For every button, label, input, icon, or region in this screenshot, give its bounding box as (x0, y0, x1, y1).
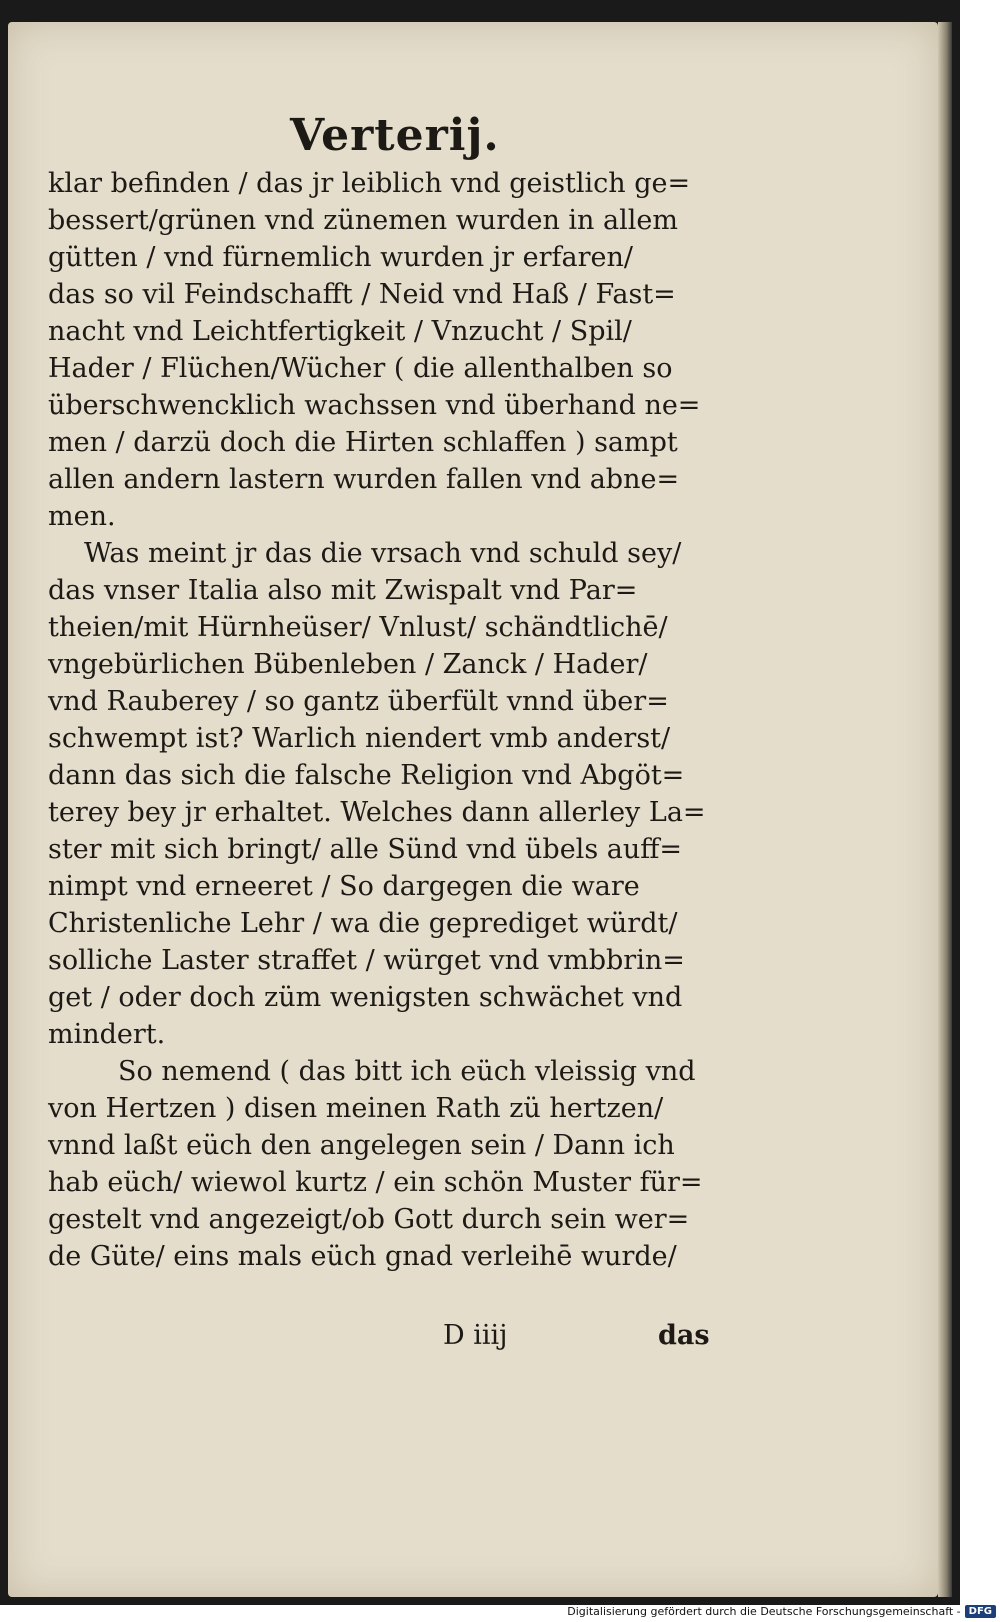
text-line: men / darzü doch die Hirten schlaffen ) sampt (48, 427, 678, 458)
catchword: das (658, 1320, 710, 1351)
page-footer (48, 1320, 748, 1360)
credit-text: Digitalisierung gefördert durch die Deutsche Forschungsgemeinschaft - (567, 1604, 961, 1618)
dfg-logo: DFG (965, 1605, 996, 1618)
text-line: mindert. (48, 1019, 166, 1050)
text-line: theien/mit Hürnheüser/ Vnlust/ schändtlichē/ (48, 612, 668, 643)
text-line: nimpt vnd erneeret / So dargegen die ware (48, 871, 640, 902)
text-line: ster mit sich bringt/ alle Sünd vnd übels auff= (48, 834, 683, 865)
text-line: das vnser Italia also mit Zwispalt vnd Par= (48, 575, 638, 606)
text-line: nacht vnd Leichtfertigkeit / Vnzucht / Spil/ (48, 316, 632, 347)
text-line: überschwencklich wachssen vnd überhand ne= (48, 390, 701, 421)
text-line: klar befinden / das jr leiblich vnd geistlich ge= (48, 168, 691, 199)
text-line: men. (48, 501, 116, 532)
text-line: get / oder doch züm wenigsten schwächet vnd (48, 982, 683, 1013)
text-line: de Güte/ eins mals eüch gnad verleihē wurde/ (48, 1241, 677, 1272)
running-head: Verterij. (290, 110, 500, 161)
page-text (48, 165, 748, 1275)
text-line: gestelt vnd angezeigt/ob Gott durch sein wer= (48, 1204, 690, 1235)
text-line: hab eüch/ wiewol kurtz / ein schön Muster für= (48, 1167, 703, 1198)
text-line: vnd Rauberey / so gantz überfült vnnd über= (48, 686, 669, 717)
text-line: Was meint jr das die vrsach vnd schuld sey/ (84, 538, 682, 569)
text-line: gütten / vnd fürnemlich wurden jr erfaren/ (48, 242, 633, 273)
text-line: vnnd laßt eüch den angelegen sein / Dann ich (48, 1130, 675, 1161)
text-line: schwempt ist? Warlich niendert vmb anderst/ (48, 723, 671, 754)
text-line: das so vil Feindschafft / Neid vnd Haß / Fast= (48, 279, 676, 310)
text-line: solliche Laster straffet / würget vnd vmbbrin= (48, 945, 685, 976)
signature-mark: D iiij (443, 1320, 508, 1351)
text-line: terey bey jr erhaltet. Welches dann allerley La= (48, 797, 706, 828)
digitization-credit (567, 1602, 996, 1620)
text-line: bessert/grünen vnd zünemen wurden in allem (48, 205, 678, 236)
text-line: vngebürlichen Bübenleben / Zanck / Hader/ (48, 649, 648, 680)
text-line: Hader / Flüchen/Wücher ( die allenthalben so (48, 353, 673, 384)
text-line: Christenliche Lehr / wa die geprediget würdt/ (48, 908, 678, 939)
text-line: allen andern lastern wurden fallen vnd abne= (48, 464, 680, 495)
text-line: So nemend ( das bitt ich eüch vleissig vnd (118, 1056, 696, 1087)
text-line: von Hertzen ) disen meinen Rath zü hertzen/ (48, 1093, 664, 1124)
page-edge (938, 22, 952, 1597)
text-line: dann das sich die falsche Religion vnd Abgöt= (48, 760, 685, 791)
